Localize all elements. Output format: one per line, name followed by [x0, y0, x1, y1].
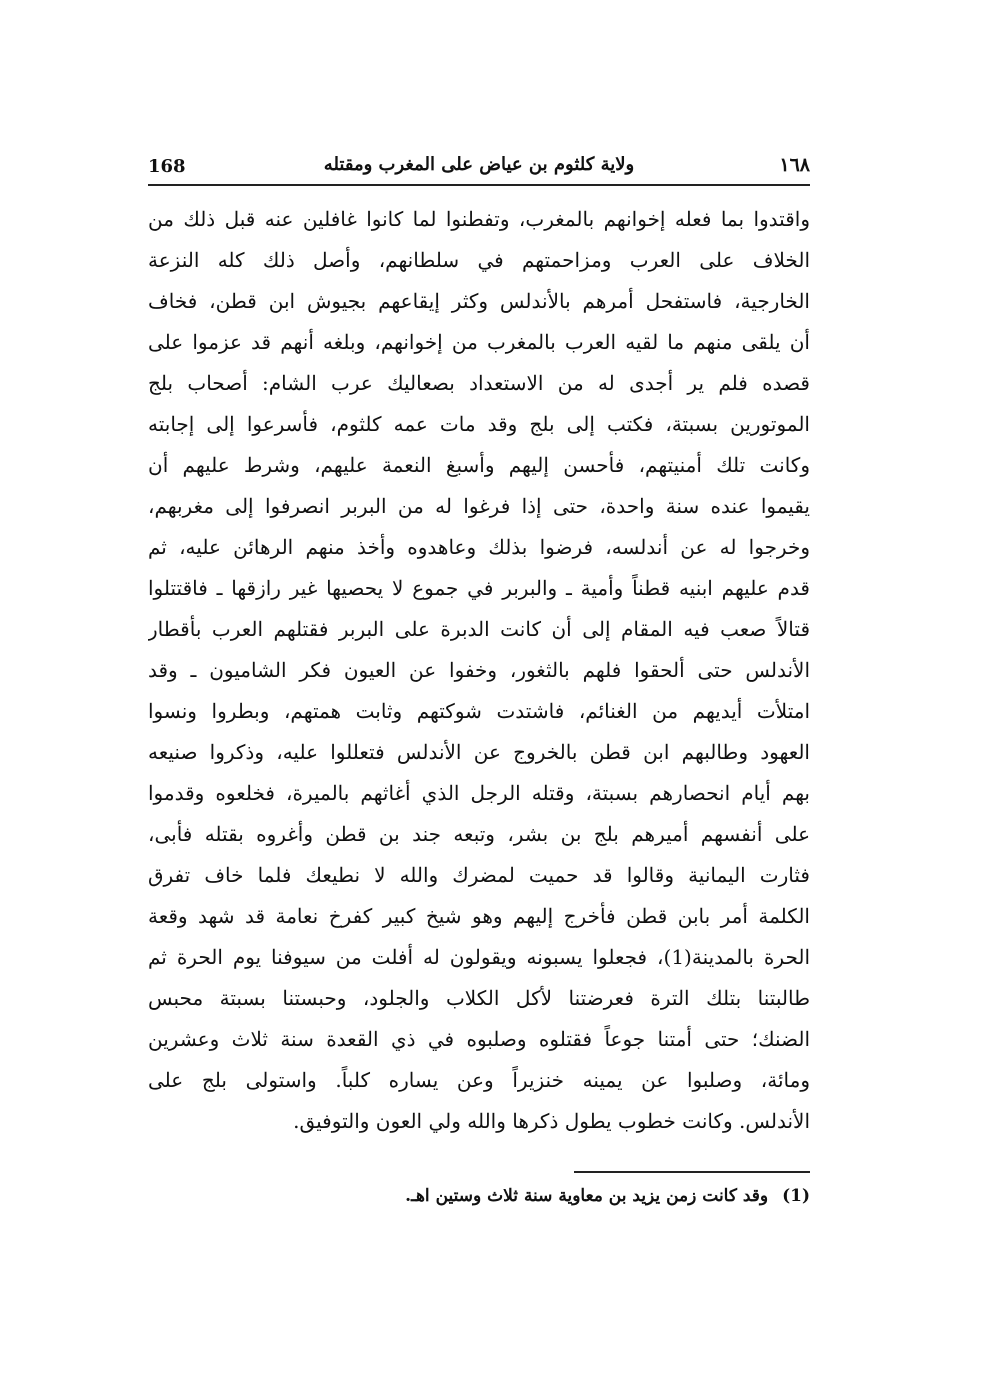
body-line: وكانت تلك أمنيتهم، فأحسن إليهم وأسبغ النعمة عليهم، وشرط عليهم أن	[148, 453, 810, 477]
body-line: طالبتنا بتلك الترة فعرضتنا لأكل الكلاب والجلود، وحبستنا بسبتة محبس	[148, 986, 810, 1010]
body-line: الخارجية، فاستفحل أمرهم بالأندلس وكثر إيقاعهم بجيوش ابن قطن، فخاف	[148, 289, 810, 313]
body-line: فثارت اليمانية وقالوا قد حميت لمضرك والله لا نطيعك فلما خاف تفرق	[148, 863, 810, 887]
body-line: الأندلس حتى ألحقوا فلهم بالثغور، وخفوا عن العيون فكر الشاميون ـ وقد	[148, 658, 810, 682]
body-line: قتالاً صعب فيه المقام إلى أن كانت الدبرة على البربر فقتلهم العرب بأقطار	[148, 617, 810, 641]
body-line: قصده فلم ير أجدى له من الاستعداد بصعاليك عرب الشام: أصحاب بلج	[148, 371, 810, 395]
body-line: واقتدوا بما فعله إخوانهم بالمغرب، وتفطنوا لما كانوا غافلين عنه قبل ذلك من	[148, 207, 810, 231]
body-line: امتلأت أيديهم من الغنائم، فاشتدت شوكتهم وثابت همتهم، وبطروا ونسوا	[148, 699, 810, 723]
body-line: الحرة بالمدينة(1)، فجعلوا يسبونه ويقولون له أفلت من سيوفنا يوم الحرة ثم	[148, 945, 810, 969]
body-line: الضنك؛ حتى أمتنا جوعاً فقتلوه وصلبوه في ذي القعدة سنة ثلاث وعشرين	[148, 1027, 810, 1051]
body-line: العهود وطالبهم ابن قطن بالخروج عن الأندلس فتعللوا عليه، وذكروا صنيعه	[148, 740, 810, 764]
chapter-title: ولاية كلثوم بن عياض على المغرب ومقتله	[323, 154, 635, 175]
body-line: قدم عليهم ابنيه قطناً وأمية ـ والبربر في جموع لا يحصيها غير رازقها ـ فاقتتلوا	[148, 576, 810, 600]
body-text	[148, 199, 810, 1142]
body-line: الكلمة أمر بابن قطن فأخرج إليهم وهو شيخ كبير كفرخ نعامة قد شهد وقعة	[148, 904, 810, 928]
body-line: الموتورين بسبتة، فكتب إلى بلج وقد مات عمه كلثوم، فأسرعوا إلى إجابته	[148, 412, 810, 436]
body-line: الأندلس. وكانت خطوب يطول ذكرها والله ولي العون والتوفيق.	[293, 1109, 810, 1133]
page-number-latin: 168	[148, 156, 186, 177]
body-line: أن يلقى منهم ما لقيه العرب بالمغرب من إخوانهم، وبلغه أنهم قد عزموا على	[148, 330, 810, 354]
body-line: على أنفسهم أميرهم بلج بن بشر، وتبعه جند بن قطن وأغروه بقتله فأبى،	[148, 822, 810, 846]
page-number-arabic: ١٦٨	[779, 154, 810, 176]
running-header	[148, 150, 810, 186]
footnote-marker: (1)	[782, 1186, 810, 1206]
body-line: يقيموا عنده سنة واحدة، حتى إذا فرغوا له من البربر انصرفوا إلى مغربهم،	[148, 494, 810, 518]
body-line: ومائة، وصلبوا عن يمينه خنزيراً وعن يساره كلباً. واستولى بلج على	[148, 1068, 810, 1092]
footnote-text: وقد كانت زمن يزيد بن معاوية سنة ثلاث وستين اهـ.	[405, 1186, 769, 1206]
body-line: الخلاف على العرب ومزاحمتهم في سلطانهم، وأصل ذلك كله النزعة	[148, 248, 810, 272]
body-line: بهم أيام انحصارهم بسبتة، وقتله الرجل الذي أغاثهم بالميرة، فخلعوه وقدموا	[148, 781, 810, 805]
footnote-separator	[574, 1171, 810, 1173]
body-line: وخرجوا له عن أندلسه، فرضوا بذلك وعاهدوه وأخذ منهم الرهائن عليه، ثم	[148, 535, 810, 559]
footnote	[330, 1186, 810, 1206]
